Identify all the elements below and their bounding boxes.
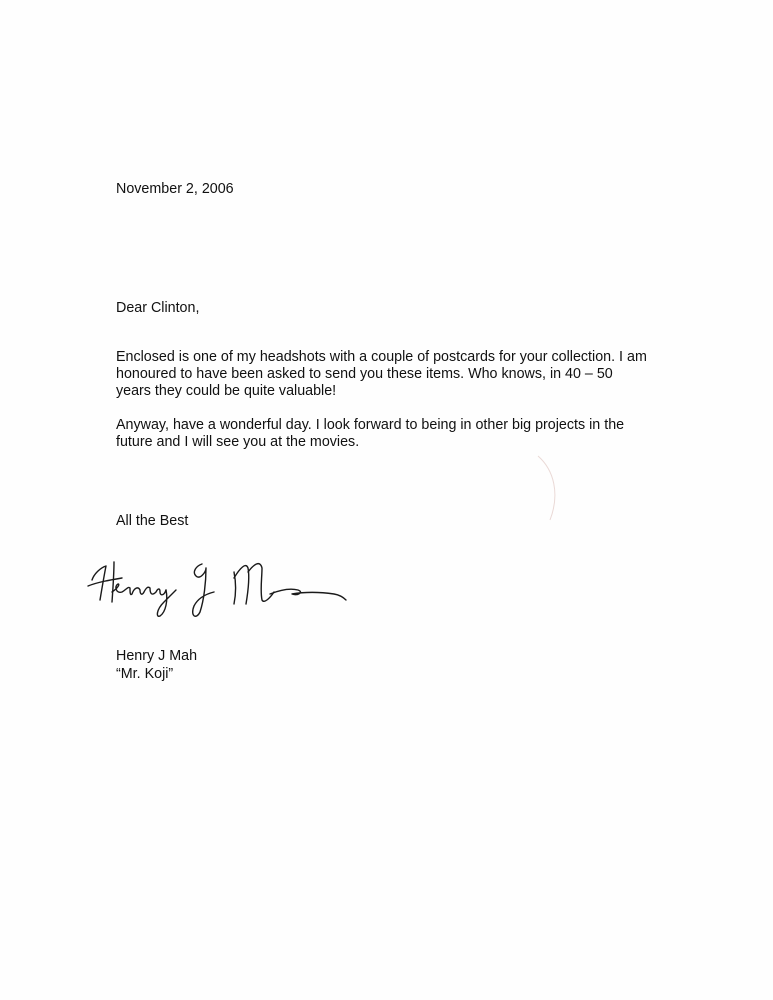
- letter-date: November 2, 2006: [116, 181, 234, 197]
- paragraph-line: Anyway, have a wonderful day. I look forward to being in other big projects in the: [116, 417, 625, 433]
- letter-salutation: Dear Clinton,: [116, 300, 200, 316]
- paragraph-line: years they could be quite valuable!: [116, 383, 337, 399]
- paragraph-line: Enclosed is one of my headshots with a couple of postcards for your collection. I am: [116, 349, 647, 365]
- letter-paragraph-2: [116, 417, 676, 451]
- signer-name: Henry J Mah: [116, 648, 198, 664]
- letter-paragraph-1: [116, 349, 676, 400]
- paragraph-line: honoured to have been asked to send you these items. Who knows, in 40 – 50: [116, 366, 613, 382]
- paragraph-line: future and I will see you at the movies.: [116, 434, 360, 450]
- paper-crease-mark: [520, 450, 580, 530]
- letter-closing: All the Best: [116, 513, 189, 529]
- signer-alias: “Mr. Koji”: [116, 666, 174, 682]
- handwritten-signature: [84, 542, 354, 622]
